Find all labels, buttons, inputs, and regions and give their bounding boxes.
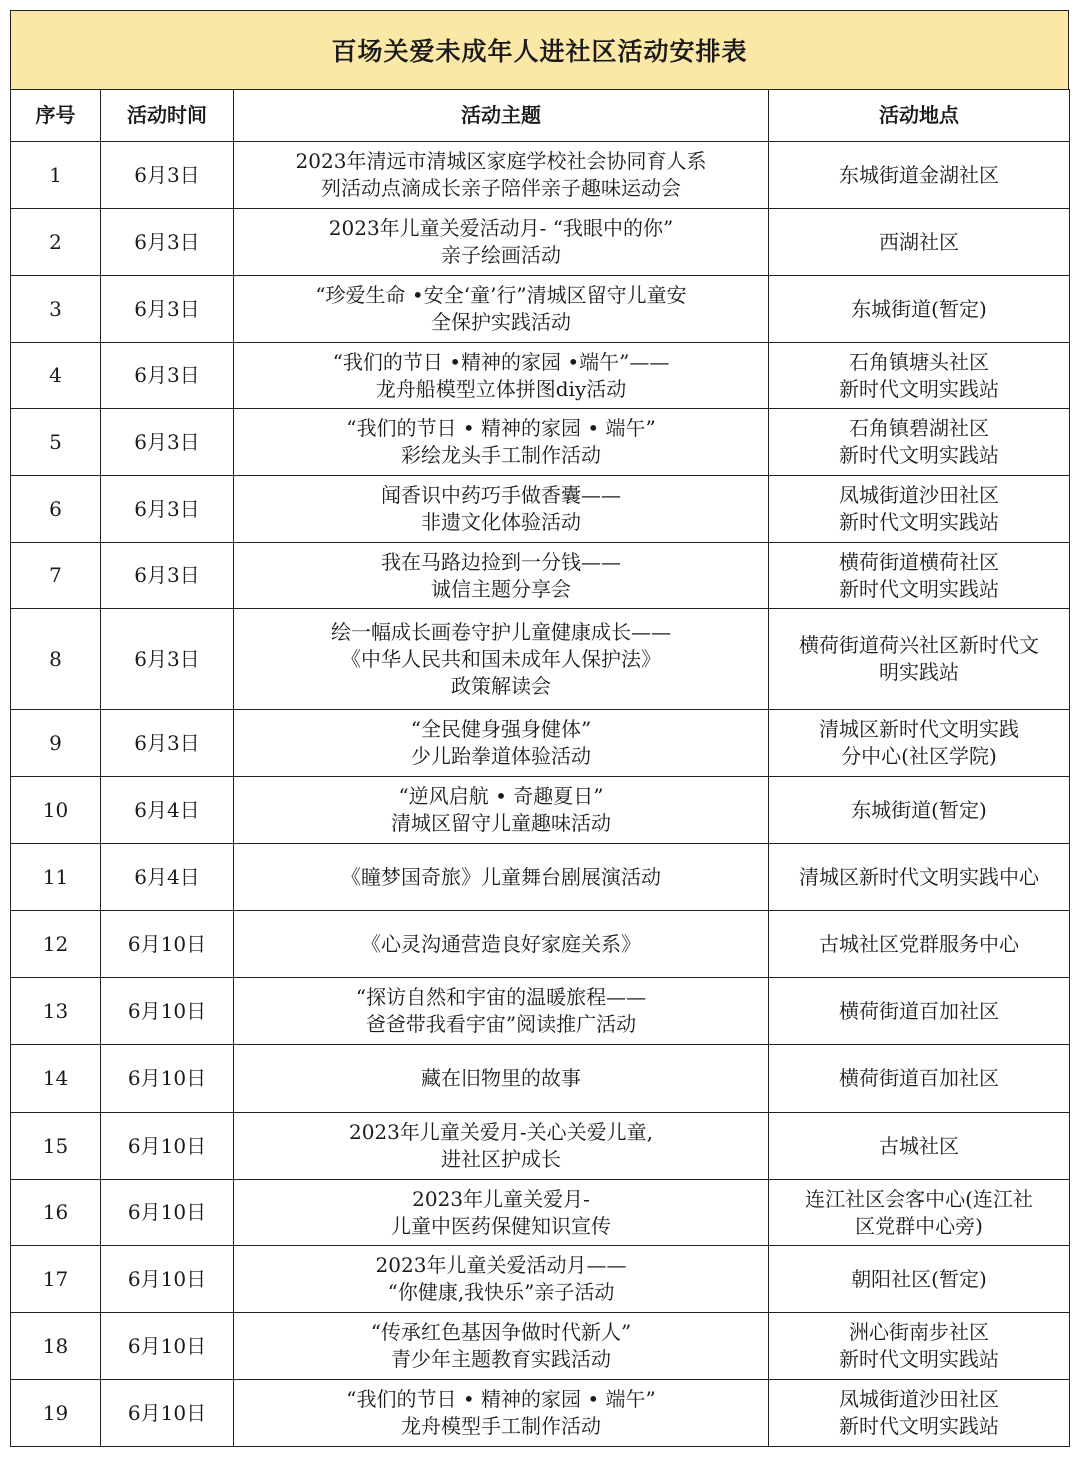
cell-topic-line: 诚信主题分享会: [431, 576, 571, 601]
cell-place-line: 连江社区会客中心(连江社: [805, 1186, 1033, 1211]
cell-place: [769, 978, 1070, 1045]
cell-topic-line: 2023年儿童关爱活动月- “我眼中的你”: [328, 216, 674, 240]
cell-no: 14: [11, 1045, 101, 1113]
cell-place-line: 新时代文明实践站: [839, 1414, 999, 1438]
table-row: [11, 777, 1070, 844]
header-row: [11, 90, 1070, 142]
cell-date: 6月4日: [101, 844, 234, 911]
cell-topic: [234, 1246, 769, 1313]
cell-place: [769, 1113, 1070, 1180]
table-row: [11, 209, 1070, 276]
cell-date: 6月10日: [101, 1380, 234, 1447]
cell-topic-line: 少儿跆拳道体验活动: [411, 744, 591, 768]
cell-topic: [234, 844, 769, 911]
cell-no: 7: [11, 543, 101, 609]
table-title: 百场关爱未成年人进社区活动安排表: [10, 10, 1069, 89]
cell-topic-line: 《瞳梦国奇旅》儿童舞台剧展演活动: [341, 864, 661, 889]
cell-place-line: 石角镇碧湖社区: [849, 416, 989, 440]
table-row: [11, 844, 1070, 911]
cell-place: [769, 1045, 1070, 1113]
table-row: [11, 476, 1070, 543]
cell-topic-line: “你健康,我快乐”亲子活动: [387, 1280, 615, 1304]
cell-no: 5: [11, 409, 101, 476]
table-row: [11, 609, 1070, 710]
cell-topic-line: 龙舟船模型立体拼图diy活动: [375, 376, 627, 401]
cell-topic-line: “探访自然和宇宙的温暖旅程——: [355, 985, 647, 1009]
cell-place: [769, 409, 1070, 476]
cell-topic: [234, 609, 769, 710]
cell-topic: [234, 476, 769, 543]
cell-date: 6月3日: [101, 543, 234, 609]
table-row: [11, 409, 1070, 476]
cell-place: [769, 343, 1070, 409]
cell-place: [769, 209, 1070, 276]
cell-topic-line: “我们的节日 • 精神的家园 • 端午”: [346, 1387, 656, 1411]
cell-place: [769, 911, 1070, 978]
cell-place: [769, 476, 1070, 543]
table-row: [11, 1313, 1070, 1380]
cell-place: [769, 1313, 1070, 1380]
cell-date: 6月3日: [101, 209, 234, 276]
cell-place-line: 东城街道(暂定): [851, 797, 987, 822]
cell-topic-line: 清城区留守儿童趣味活动: [391, 811, 611, 835]
cell-topic: [234, 209, 769, 276]
cell-no: 13: [11, 978, 101, 1045]
cell-place-line: 凤城街道沙田社区: [839, 483, 999, 507]
cell-place: [769, 609, 1070, 710]
table-row: [11, 343, 1070, 409]
cell-topic-line: 进社区护成长: [441, 1147, 561, 1171]
cell-place-line: 横荷街道荷兴社区新时代文: [799, 633, 1039, 657]
cell-topic-line: 政策解读会: [451, 673, 551, 698]
cell-topic-line: 青少年主题教育实践活动: [391, 1347, 611, 1371]
cell-place-line: 朝阳社区(暂定): [851, 1266, 987, 1291]
cell-no: 6: [11, 476, 101, 543]
cell-topic: [234, 911, 769, 978]
cell-topic-line: 《中华人民共和国未成年人保护法》: [341, 646, 661, 671]
cell-topic: [234, 978, 769, 1045]
cell-no: 1: [11, 142, 101, 209]
cell-topic: [234, 409, 769, 476]
cell-topic-line: “我们的节日 • 精神的家园 • 端午”: [346, 416, 656, 440]
cell-date: 6月10日: [101, 1313, 234, 1380]
cell-no: 12: [11, 911, 101, 978]
cell-place-line: 新时代文明实践站: [839, 576, 999, 601]
cell-topic-line: 2023年儿童关爱月-: [412, 1186, 590, 1211]
cell-place-line: 横荷街道百加社区: [839, 998, 999, 1023]
cell-date: 6月3日: [101, 142, 234, 209]
cell-topic: [234, 1180, 769, 1246]
cell-place: [769, 1180, 1070, 1246]
cell-topic-line: 绘一幅成长画卷守护儿童健康成长——: [331, 619, 671, 644]
cell-place-line: 清城区新时代文明实践: [819, 717, 1019, 741]
cell-topic-line: 龙舟模型手工制作活动: [401, 1414, 601, 1438]
cell-topic: [234, 142, 769, 209]
cell-topic-line: “传承红色基因争做时代新人”: [370, 1320, 632, 1344]
cell-topic: [234, 1313, 769, 1380]
cell-date: 6月10日: [101, 1246, 234, 1313]
cell-topic: [234, 777, 769, 844]
cell-place-line: 西湖社区: [879, 229, 959, 254]
table-row: [11, 1113, 1070, 1180]
cell-place-line: 古城社区党群服务中心: [819, 931, 1019, 956]
cell-place-line: 明实践站: [879, 660, 959, 684]
cell-topic: [234, 1380, 769, 1447]
table-row: [11, 978, 1070, 1045]
cell-place-line: 区党群中心旁): [855, 1213, 983, 1238]
cell-topic: [234, 543, 769, 609]
cell-place-line: 凤城街道沙田社区: [839, 1387, 999, 1411]
cell-topic-line: “珍爱生命 •安全‘童’行”清城区留守儿童安: [315, 283, 687, 307]
cell-topic-line: 全保护实践活动: [431, 310, 571, 334]
cell-topic-line: 非遗文化体验活动: [421, 510, 581, 534]
cell-topic-line: 彩绘龙头手工制作活动: [401, 443, 601, 467]
table-row: [11, 1045, 1070, 1113]
cell-place: [769, 777, 1070, 844]
cell-topic-line: “我们的节日 •精神的家园 •端午”——: [332, 349, 670, 374]
cell-topic-line: 闻香识中药巧手做香囊——: [381, 483, 621, 507]
cell-date: 6月10日: [101, 911, 234, 978]
cell-date: 6月3日: [101, 609, 234, 710]
cell-topic-line: 2023年儿童关爱月-关心关爱儿童,: [348, 1120, 653, 1144]
cell-place: [769, 276, 1070, 343]
cell-no: 11: [11, 844, 101, 911]
cell-place-line: 洲心街南步社区: [849, 1320, 989, 1344]
cell-topic-line: 藏在旧物里的故事: [421, 1066, 581, 1090]
cell-place: [769, 1246, 1070, 1313]
table-row: [11, 1180, 1070, 1246]
schedule-sheet: [10, 10, 1069, 1447]
cell-date: 6月10日: [101, 1180, 234, 1246]
cell-topic: [234, 276, 769, 343]
cell-topic: [234, 343, 769, 409]
cell-place: [769, 844, 1070, 911]
cell-place-line: 东城街道金湖社区: [839, 162, 999, 187]
cell-place: [769, 142, 1070, 209]
header-no: 序号: [11, 90, 101, 142]
cell-place-line: 新时代文明实践站: [839, 510, 999, 534]
header-place: 活动地点: [769, 90, 1070, 142]
cell-topic-line: 亲子绘画活动: [441, 243, 561, 267]
cell-topic-line: “逆风启航 • 奇趣夏日”: [398, 784, 604, 808]
cell-date: 6月3日: [101, 476, 234, 543]
cell-place-line: 石角镇塘头社区: [849, 349, 989, 374]
cell-topic-line: “全民健身强身健体”: [410, 717, 592, 741]
cell-no: 8: [11, 609, 101, 710]
table-row: [11, 142, 1070, 209]
cell-place: [769, 543, 1070, 609]
cell-no: 3: [11, 276, 101, 343]
header-date: 活动时间: [101, 90, 234, 142]
cell-topic-line: 列活动点滴成长亲子陪伴亲子趣味运动会: [321, 176, 681, 200]
cell-topic-line: 2023年清远市清城区家庭学校社会协同育人系: [295, 149, 707, 173]
table-row: [11, 710, 1070, 777]
cell-date: 6月4日: [101, 777, 234, 844]
cell-date: 6月3日: [101, 276, 234, 343]
cell-no: 10: [11, 777, 101, 844]
cell-place-line: 横荷街道百加社区: [839, 1066, 999, 1090]
cell-no: 16: [11, 1180, 101, 1246]
cell-date: 6月3日: [101, 343, 234, 409]
table-row: [11, 1246, 1070, 1313]
cell-topic: [234, 1045, 769, 1113]
cell-topic-line: 我在马路边捡到一分钱——: [381, 549, 621, 574]
table-row: [11, 276, 1070, 343]
cell-date: 6月10日: [101, 1113, 234, 1180]
cell-no: 18: [11, 1313, 101, 1380]
cell-topic: [234, 710, 769, 777]
cell-place-line: 古城社区: [879, 1133, 959, 1158]
table-body: [11, 142, 1070, 1447]
cell-topic-line: 2023年儿童关爱活动月——: [375, 1253, 627, 1277]
cell-date: 6月10日: [101, 1045, 234, 1113]
cell-no: 4: [11, 343, 101, 409]
cell-place-line: 分中心(社区学院): [841, 744, 997, 768]
cell-no: 17: [11, 1246, 101, 1313]
cell-place-line: 新时代文明实践站: [839, 443, 999, 467]
cell-no: 19: [11, 1380, 101, 1447]
cell-no: 15: [11, 1113, 101, 1180]
header-topic: 活动主题: [234, 90, 769, 142]
cell-date: 6月3日: [101, 409, 234, 476]
cell-place-line: 横荷街道横荷社区: [839, 549, 999, 574]
schedule-table: [10, 89, 1070, 1447]
table-row: [11, 543, 1070, 609]
cell-place-line: 清城区新时代文明实践中心: [799, 864, 1039, 889]
table-row: [11, 1380, 1070, 1447]
cell-topic: [234, 1113, 769, 1180]
cell-place: [769, 710, 1070, 777]
cell-date: 6月3日: [101, 710, 234, 777]
cell-place-line: 新时代文明实践站: [839, 1347, 999, 1371]
cell-no: 9: [11, 710, 101, 777]
cell-topic-line: 爸爸带我看宇宙”阅读推广活动: [365, 1012, 637, 1036]
cell-topic-line: 《心灵沟通营造良好家庭关系》: [361, 931, 641, 956]
cell-no: 2: [11, 209, 101, 276]
cell-topic-line: 儿童中医药保健知识宣传: [391, 1213, 611, 1238]
cell-date: 6月10日: [101, 978, 234, 1045]
cell-place-line: 新时代文明实践站: [839, 376, 999, 401]
cell-place: [769, 1380, 1070, 1447]
table-row: [11, 911, 1070, 978]
cell-place-line: 东城街道(暂定): [851, 296, 987, 321]
